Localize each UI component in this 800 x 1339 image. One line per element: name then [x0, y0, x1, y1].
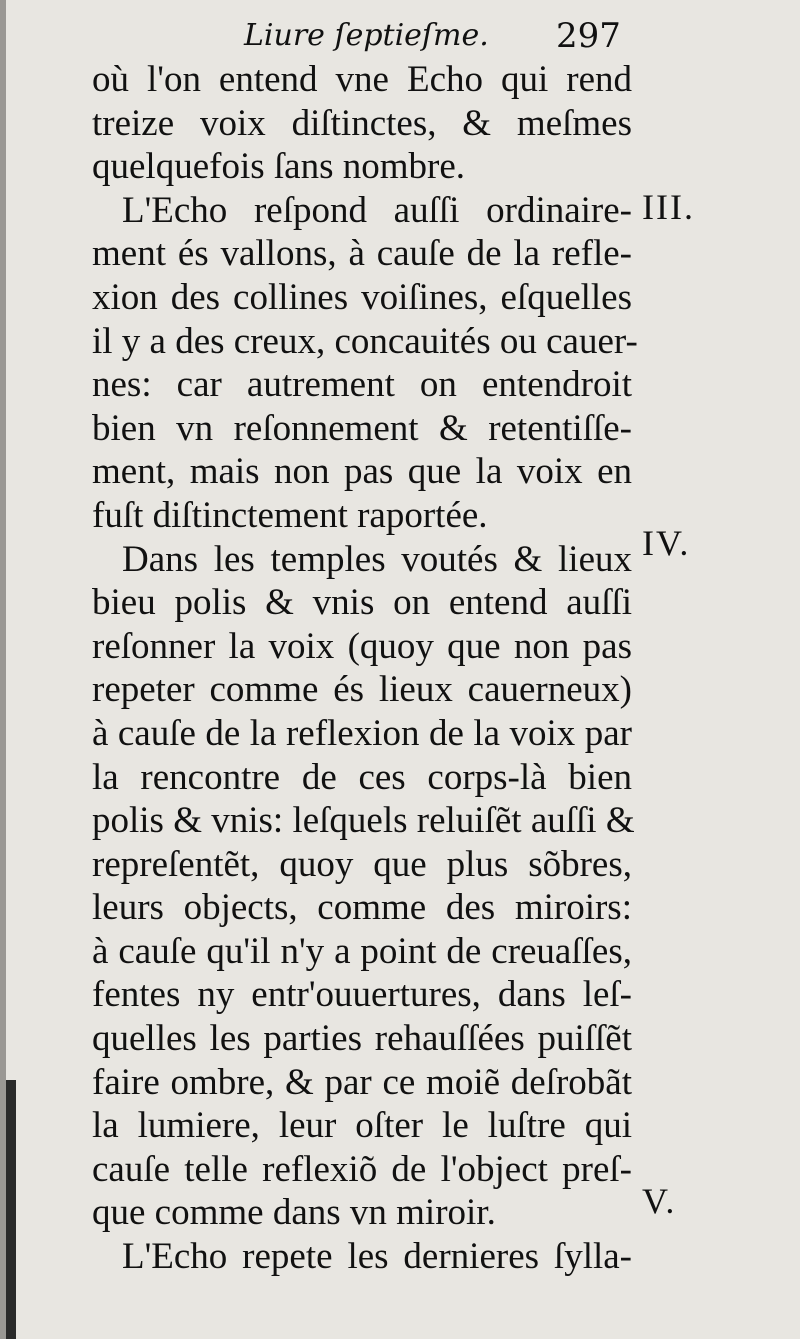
text-line: ment, mais non pas que la voix en	[92, 451, 632, 493]
body-text	[92, 58, 638, 1279]
text-line: Dans les temples voutés & lieux	[122, 538, 632, 580]
text-line: nes: car autrement on entendroit	[92, 364, 632, 406]
text-line: il y a des creux, concauités ou cauer-	[92, 320, 638, 362]
text-line: fuſt diſtinctement raportée.	[92, 494, 488, 536]
text-line: fentes ny entr'ouuertures, dans leſ-	[92, 974, 632, 1016]
text-line: quelquefois ſans nombre.	[92, 146, 465, 188]
text-line: où l'on entend vne Echo qui rend	[92, 59, 632, 100]
text-line: repeter comme és lieux cauerneux)	[92, 669, 632, 711]
text-line: leurs objects, comme des miroirs:	[92, 887, 632, 929]
text-line: treize voix diſtinctes, & meſmes	[92, 102, 632, 144]
text-line: quelles les parties rehauſſées puiſſẽt	[92, 1018, 632, 1060]
page-number: 297	[556, 16, 621, 56]
text-line: reſonner la voix (quoy que non pas	[92, 625, 632, 667]
text-line: la lumiere, leur oſter le luſtre qui	[92, 1105, 632, 1147]
text-line: la rencontre de ces corps-là bien	[92, 756, 632, 798]
text-line: à cauſe de la reflexion de la voix par	[92, 712, 632, 754]
page-header	[6, 14, 800, 64]
text-line: bieu polis & vnis on entend auſſi	[92, 582, 632, 624]
marginal-note-iii: III.	[642, 187, 695, 227]
text-line: ment és vallons, à cauſe de la refle-	[92, 233, 632, 275]
text-line: cauſe telle reflexiõ de l'object preſ-	[92, 1148, 632, 1190]
text-line: à cauſe qu'il n'y a point de creuaſſes,	[92, 930, 632, 972]
marginal-note-v: V.	[642, 1181, 677, 1221]
text-line: xion des collines voiſines, eſquelles	[92, 276, 632, 318]
text-line: L'Echo repete les dernieres ſylla-	[122, 1236, 632, 1278]
text-line: que comme dans vn miroir.	[92, 1192, 496, 1234]
text-line: repreſentẽt, quoy que plus sõbres,	[92, 843, 632, 885]
marginal-note-iv: IV.	[642, 523, 691, 563]
text-line: polis & vnis: leſquels reluiſẽt auſſi &	[92, 800, 635, 842]
text-line: faire ombre, & par ce moiẽ deſrobãt	[92, 1061, 632, 1103]
text-line: L'Echo reſpond auſſi ordinaire-	[122, 189, 632, 231]
text-line: bien vn reſonnement & retentiſſe-	[92, 407, 632, 449]
page-edge-shadow	[6, 1080, 16, 1339]
running-title: Liure ſeptieſme.	[244, 18, 489, 53]
